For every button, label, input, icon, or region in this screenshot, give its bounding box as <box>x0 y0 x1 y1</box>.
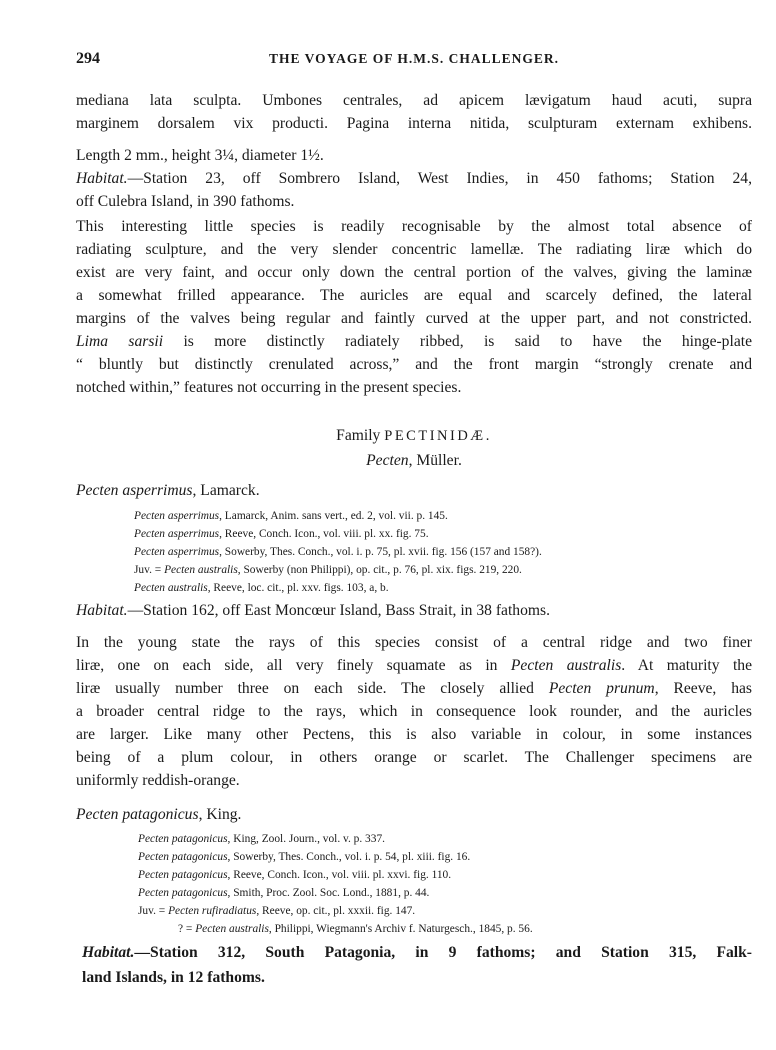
genus-author: , Müller. <box>408 452 462 469</box>
para3-text: liræ, one on each side, all very finely squamate as in <box>76 657 511 674</box>
ref-text: , Smith, Proc. Zool. Soc. Lond., 1881, p. 44. <box>227 887 430 899</box>
habitat-text: —Station 162, off East Moncœur Island, Bass Strait, in 38 fathoms. <box>127 602 551 619</box>
para2-line-1 <box>76 333 752 351</box>
intro-line-2: marginem dorsalem vix producti. Pagina interna nitida, sculpturam externam exhibens. <box>76 115 752 132</box>
para3-line-4: a broader central ridge to the rays, which in consequence look rounder, and the auricles <box>76 703 752 720</box>
ref-name: Pecten patagonicus <box>138 887 228 899</box>
para2-line-3: notched within,” features not occurring in the present species. <box>76 379 462 396</box>
habitat-1-label: Habitat. <box>76 170 128 187</box>
page-number: 294 <box>76 50 100 67</box>
para3-line-1: In the young state the rays of this species consist of a central ridge and two finer <box>76 634 752 651</box>
ref-name: Pecten patagonicus <box>138 851 228 863</box>
ref-text: , Reeve, Conch. Icon., vol. viii. pl. xx. fig. 75. <box>219 528 429 540</box>
species-2-ref-6 <box>178 923 533 935</box>
habitat-1-text: —Station 23, off Sombrero Island, West Indies, in 450 fathoms; Station 24, <box>127 170 752 187</box>
ref-text: , Lamarck, Anim. sans vert., ed. 2, vol. vii. p. 145. <box>219 510 448 522</box>
para1-line-2: radiating sculpture, and the very slender concentric lamellæ. The radiating liræ which do <box>76 241 752 258</box>
habitat-text: —Station 312, South Patagonia, in 9 fathoms; and Station 315, Falk- <box>134 944 752 961</box>
species-2-habitat <box>82 944 752 962</box>
para3-line-3 <box>76 680 752 698</box>
species-1-ref-1 <box>134 510 448 522</box>
para1-line-3: exist are very faint, and occur only down the central portion of the valves, giving the laminæ <box>76 264 752 281</box>
ref-name: Pecten asperrimus <box>134 528 220 540</box>
ref-name: Pecten australis <box>164 564 238 576</box>
species-1-ref-4 <box>134 564 522 576</box>
measurements: Length 2 mm., height 3¼, diameter 1½. <box>76 147 324 164</box>
species-2-ref-4 <box>138 887 429 899</box>
species-1-name: Pecten asperrimus <box>76 482 193 499</box>
family-heading <box>76 427 752 445</box>
ref-text: , Reeve, op. cit., pl. xxxii. fig. 147. <box>256 905 416 917</box>
species-2-ref-5 <box>138 905 415 917</box>
para3-text: , Reeve, has <box>654 680 752 697</box>
species-2-author: , King. <box>198 806 242 823</box>
habitat-label: Habitat. <box>76 602 128 619</box>
species-2-heading <box>76 806 241 824</box>
ref-name: Pecten patagonicus <box>138 833 228 845</box>
ref-name: Pecten australis <box>134 582 208 594</box>
para3-line-2 <box>76 657 752 675</box>
running-title: THE VOYAGE OF H.M.S. CHALLENGER. <box>268 51 560 66</box>
ref-name: Pecten australis <box>195 923 269 935</box>
species-1-author: , Lamarck. <box>192 482 260 499</box>
species-1-heading <box>76 482 260 500</box>
ref-text: , Reeve, Conch. Icon., vol. viii. pl. xxvi. fig. 110. <box>227 869 452 881</box>
species-1-ref-5 <box>134 582 389 594</box>
para3-line-7: uniformly reddish-orange. <box>76 772 240 789</box>
habitat-1 <box>76 170 752 188</box>
ref-prefix: ? = <box>178 923 196 935</box>
ref-text: , Sowerby (non Philippi), op. cit., p. 76, pl. xix. figs. 219, 220. <box>237 564 522 576</box>
species-2-name: Pecten patagonicus <box>76 806 199 823</box>
species-1-ref-2 <box>134 528 429 540</box>
para1-line-4: a somewhat frilled appearance. The auricles are equal and scarcely defined, the lateral <box>76 287 752 304</box>
ref-prefix: Juv. = <box>138 905 169 917</box>
ref-name: Pecten rufiradiatus <box>168 905 257 917</box>
species-2-ref-1 <box>138 833 385 845</box>
species-1-habitat <box>76 602 550 620</box>
species-2-ref-2 <box>138 851 470 863</box>
species-2-ref-3 <box>138 869 451 881</box>
ref-name: Pecten asperrimus <box>134 546 220 558</box>
para3-italic: Pecten australis <box>510 657 622 674</box>
habitat-1-line-2: off Culebra Island, in 390 fathoms. <box>76 193 295 210</box>
ref-text: , Sowerby, Thes. Conch., vol. i. p. 75, pl. xvii. fig. 156 (157 and 158?). <box>219 546 542 558</box>
para2-line-2: “ bluntly but distinctly crenulated across,” and the front margin “strongly crenate and <box>76 356 752 373</box>
ref-text: , Reeve, loc. cit., pl. xxv. figs. 103, a, b. <box>207 582 389 594</box>
para3-text: liræ usually number three on each side. The closely allied <box>76 680 549 697</box>
intro-line-1: mediana lata sculpta. Umbones centrales, ad apicem lævigatum haud acuti, supra <box>76 92 752 109</box>
family-name: PECTINIDÆ. <box>384 428 492 444</box>
para3-line-5: are larger. Like many other Pectens, this is also variable in colour, in some instances <box>76 726 752 743</box>
genus-heading <box>76 452 752 470</box>
species-1-ref-3 <box>134 546 542 558</box>
page-header <box>76 50 752 72</box>
ref-text: , Philippi, Wiegmann's Archiv f. Naturgesch., 1845, p. 56. <box>268 923 533 935</box>
para3-line-6: being of a plum colour, in others orange or scarlet. The Challenger specimens are <box>76 749 752 766</box>
para1-line-1: This interesting little species is readily recognisable by the almost total absence of <box>76 218 752 235</box>
ref-prefix: Juv. = <box>134 564 165 576</box>
para1-line-5: margins of the valves being regular and faintly curved at the upper part, and not constricted. <box>76 310 752 327</box>
ref-text: , King, Zool. Journ., vol. v. p. 337. <box>227 833 385 845</box>
family-prefix: Family <box>336 427 385 444</box>
genus-name: Pecten <box>366 452 409 469</box>
habitat-label: Habitat. <box>82 944 135 961</box>
lima-sarsii: Lima sarsii <box>76 333 164 350</box>
ref-text: , Sowerby, Thes. Conch., vol. i. p. 54, pl. xiii. fig. 16. <box>227 851 471 863</box>
para3-italic: Pecten prunum <box>548 680 655 697</box>
species-2-habitat-line-2: land Islands, in 12 fathoms. <box>82 969 265 986</box>
para3-text: . At maturity the <box>621 657 752 674</box>
ref-name: Pecten patagonicus <box>138 869 228 881</box>
para2-line-1-rest: is more distinctly radiately ribbed, is said to have the hinge-plate <box>163 333 752 350</box>
ref-name: Pecten asperrimus <box>134 510 220 522</box>
